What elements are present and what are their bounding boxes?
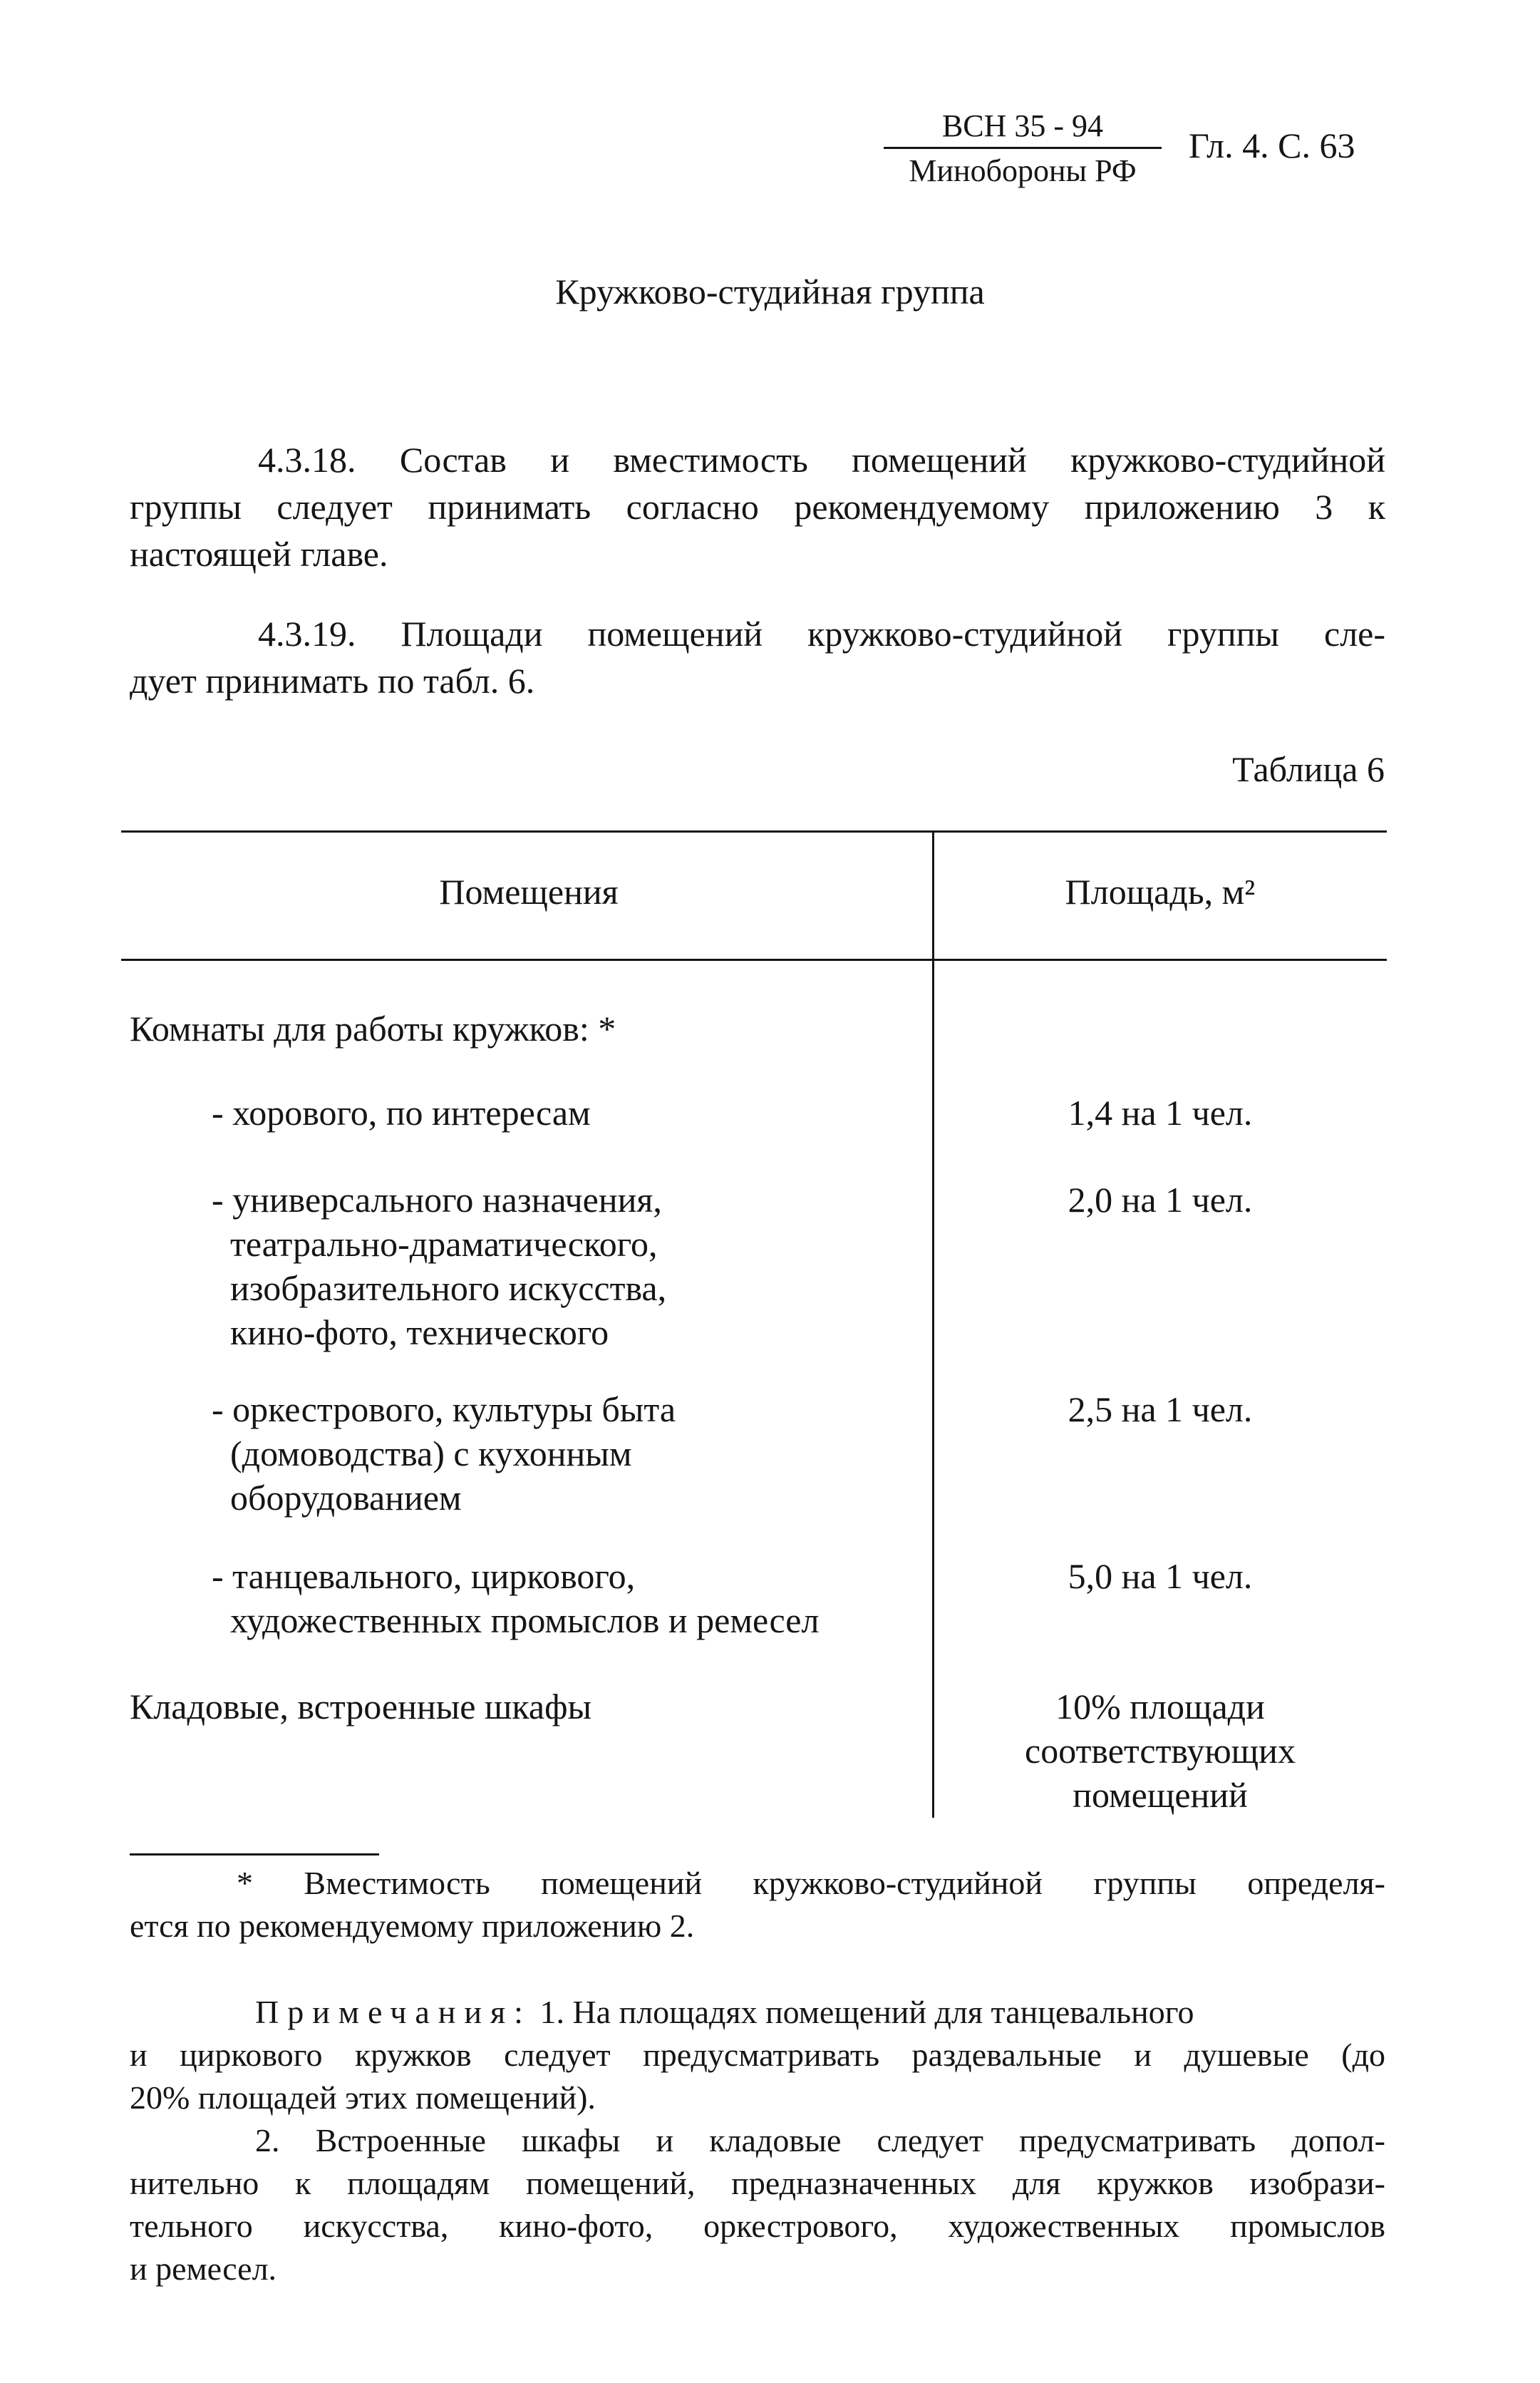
footnote [130, 1862, 1385, 1947]
table-row-room [130, 1387, 1010, 1520]
room-line: - хорового, по интересам [212, 1093, 591, 1133]
area-value: 5,0 на 1 чел. [1068, 1556, 1253, 1596]
room-line: театрально-драматического, [230, 1224, 658, 1264]
room-line: - оркестрового, культуры быта [212, 1389, 676, 1429]
table-header-rule [121, 959, 1387, 961]
paragraph-line: 4.3.18. Состав и вместимость помещений кружково-студийной [258, 440, 1385, 480]
table-row-room [130, 1554, 1010, 1642]
note-line: и ремесел. [130, 2250, 277, 2287]
doc-code-number: ВСН 35 - 94 [941, 108, 1104, 143]
table-row-room [130, 1684, 928, 1729]
paragraph-4-3-19 [130, 610, 1385, 704]
room-line: художественных промыслов и ремесел [230, 1600, 820, 1640]
table-row-room [130, 1178, 1010, 1354]
section-title: Кружково-студийная группа [555, 272, 985, 312]
room-line: изобразительного искусства, [230, 1268, 667, 1308]
room-line: оборудованием [230, 1478, 462, 1518]
area-value: 2,0 на 1 чел. [1068, 1180, 1253, 1220]
doc-ministry: Минобороны РФ [909, 153, 1137, 188]
area-value: 2,5 на 1 чел. [1068, 1389, 1253, 1429]
note-line: 20% площадей этих помещений). [130, 2079, 596, 2116]
notes-label: Примечания: [255, 1994, 532, 2030]
header-area: Площадь, м² [1065, 872, 1256, 912]
room-line: кино-фото, технического [230, 1312, 609, 1352]
area-value: соответствующих [1025, 1731, 1296, 1771]
table-row-area [935, 1178, 1385, 1222]
table-row-area [935, 1684, 1385, 1817]
note-line: 1. На площадях помещений для танцевального [531, 1994, 1194, 2030]
room-line: - танцевального, циркового, [212, 1556, 636, 1596]
notes-block [130, 1991, 1385, 2290]
group-heading-text: Комнаты для работы кружков: * [130, 1009, 616, 1049]
note-line: тельного искусства, кино-фото, оркестрового, художественных промыслов [130, 2208, 1385, 2244]
footnote-line: * Вместимость помещений кружково-студийной группы определя- [237, 1865, 1385, 1901]
area-value: 1,4 на 1 чел. [1068, 1093, 1253, 1133]
group-heading [130, 1007, 928, 1051]
table-row-area [935, 1554, 1385, 1598]
note-line: 2. Встроенные шкафы и кладовые следует предусматривать допол- [255, 2122, 1385, 2158]
note-1-first-line [130, 1991, 1385, 2034]
header-rooms: Помещения [439, 872, 619, 912]
paragraph-line: группы следует принимать согласно рекомендуемому приложению 3 к [130, 487, 1385, 527]
table-row-area [935, 1091, 1385, 1135]
note-line: и циркового кружков следует предусматривать раздевальные и душевые (до [130, 2037, 1385, 2073]
paragraph-line: 4.3.19. Площади помещений кружково-студийной группы сле- [258, 614, 1385, 654]
table-row-area [935, 1387, 1385, 1431]
area-value: помещений [1073, 1775, 1248, 1815]
note-line: нительно к площадям помещений, предназначенных для кружков изобрази- [130, 2165, 1385, 2201]
chapter-page-ref: Гл. 4. С. 63 [1189, 125, 1355, 165]
fraction-rule [884, 147, 1162, 149]
table-top-rule [121, 830, 1387, 833]
paragraph-line: настоящей главе. [130, 534, 388, 574]
footnote-rule [130, 1853, 379, 1856]
room-line: (домоводства) с кухонным [230, 1434, 632, 1473]
paragraph-4-3-18 [130, 436, 1385, 577]
room-line: Кладовые, встроенные шкафы [130, 1687, 592, 1726]
table-caption: Таблица 6 [1232, 749, 1385, 789]
paragraph-line: дует принимать по табл. 6. [130, 661, 535, 701]
room-line: - универсального назначения, [212, 1180, 662, 1220]
footnote-line: ется по рекомендуемому приложению 2. [130, 1908, 695, 1944]
document-code [884, 107, 1162, 190]
area-value: 10% площади [1055, 1687, 1265, 1726]
table-row-room [130, 1091, 1010, 1135]
